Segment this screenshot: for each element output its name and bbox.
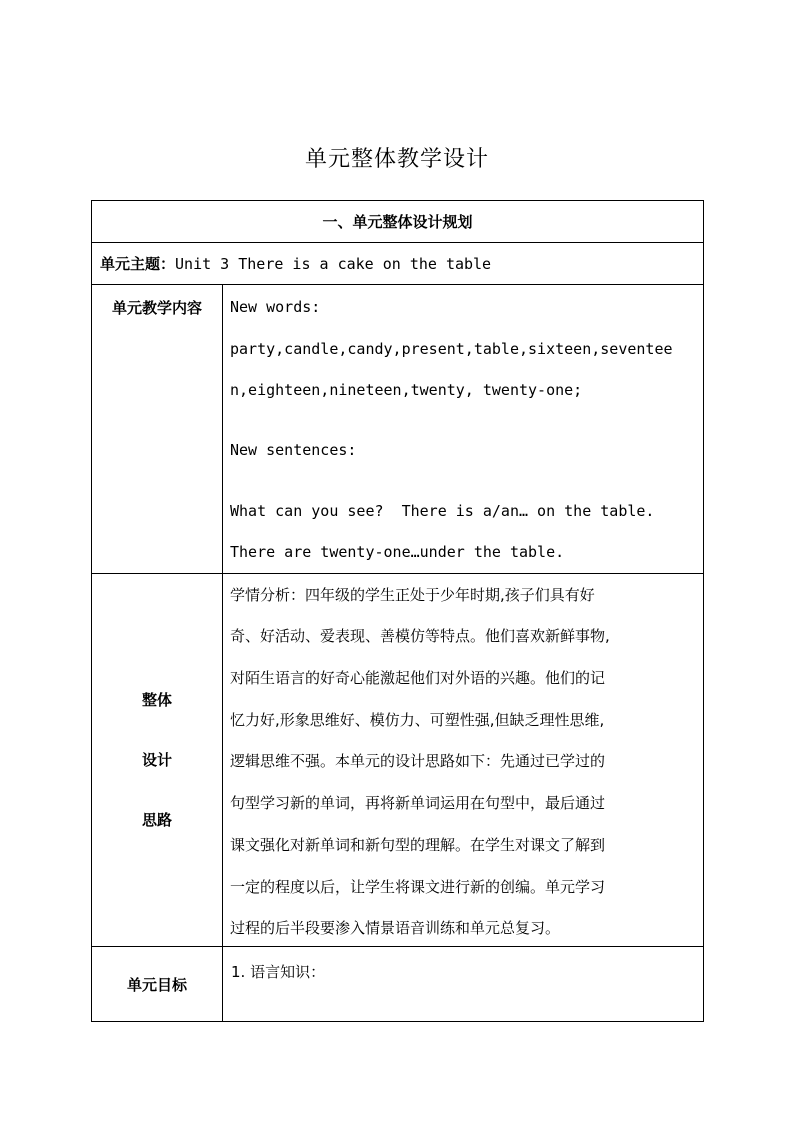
content-line: party,candle,candy,present,table,sixteen,seventee — [230, 340, 673, 358]
design-row — [92, 574, 704, 947]
design-label-line: 设计 — [141, 751, 172, 769]
design-cell — [223, 574, 704, 947]
section-heading: 一、单元整体设计规划 — [92, 201, 704, 243]
content-line: New sentences: — [230, 441, 357, 459]
content-line: New words: — [230, 298, 321, 316]
design-label-line: 思路 — [141, 811, 172, 829]
section-heading-row — [92, 201, 704, 243]
design-line: 忆力好,形象思维好、模仿力、可塑性强,但缺乏理性思维, — [230, 711, 605, 729]
theme-cell — [92, 243, 704, 285]
document-title: 单元整体教学设计 — [304, 147, 489, 172]
content-line: n,eighteen,nineteen,twenty, twenty-one; — [230, 381, 583, 399]
design-line: 一定的程度以后，让学生将课文进行新的创编。单元学习 — [230, 878, 606, 896]
design-label — [92, 574, 223, 947]
content-line: There are twenty-one…under the table. — [230, 543, 565, 561]
theme-row — [92, 243, 704, 285]
design-line: 对陌生语言的好奇心能激起他们对外语的兴趣。他们的记 — [230, 669, 606, 687]
design-line: 课文强化对新单词和新句型的理解。在学生对课文了解到 — [230, 836, 606, 854]
goal-row — [92, 947, 704, 1022]
design-line: 过程的后半段要渗入情景语音训练和单元总复习。 — [230, 919, 561, 937]
design-line: 奇、好活动、爱表现、善模仿等特点。他们喜欢新鲜事物, — [230, 627, 610, 645]
content-line: What can you see? There is a/an… on the table. — [230, 502, 655, 520]
goal-label: 单元目标 — [92, 947, 223, 1022]
theme-value: Unit 3 There is a cake on the table — [175, 255, 492, 273]
design-line: 句型学习新的单词，再将新单词运用在句型中，最后通过 — [230, 794, 606, 812]
theme-label: 单元主题： — [100, 255, 176, 273]
design-line: 学情分析：四年级的学生正处于少年时期,孩子们具有好 — [230, 586, 595, 604]
content-cell — [223, 285, 704, 574]
unit-plan-table — [91, 200, 704, 1022]
content-label: 单元教学内容 — [92, 285, 223, 574]
design-line: 逻辑思维不强。本单元的设计思路如下：先通过已学过的 — [230, 752, 606, 770]
goal-cell: 1. 语言知识： — [223, 947, 704, 1022]
design-label-line: 整体 — [141, 691, 172, 709]
content-row — [92, 285, 704, 574]
